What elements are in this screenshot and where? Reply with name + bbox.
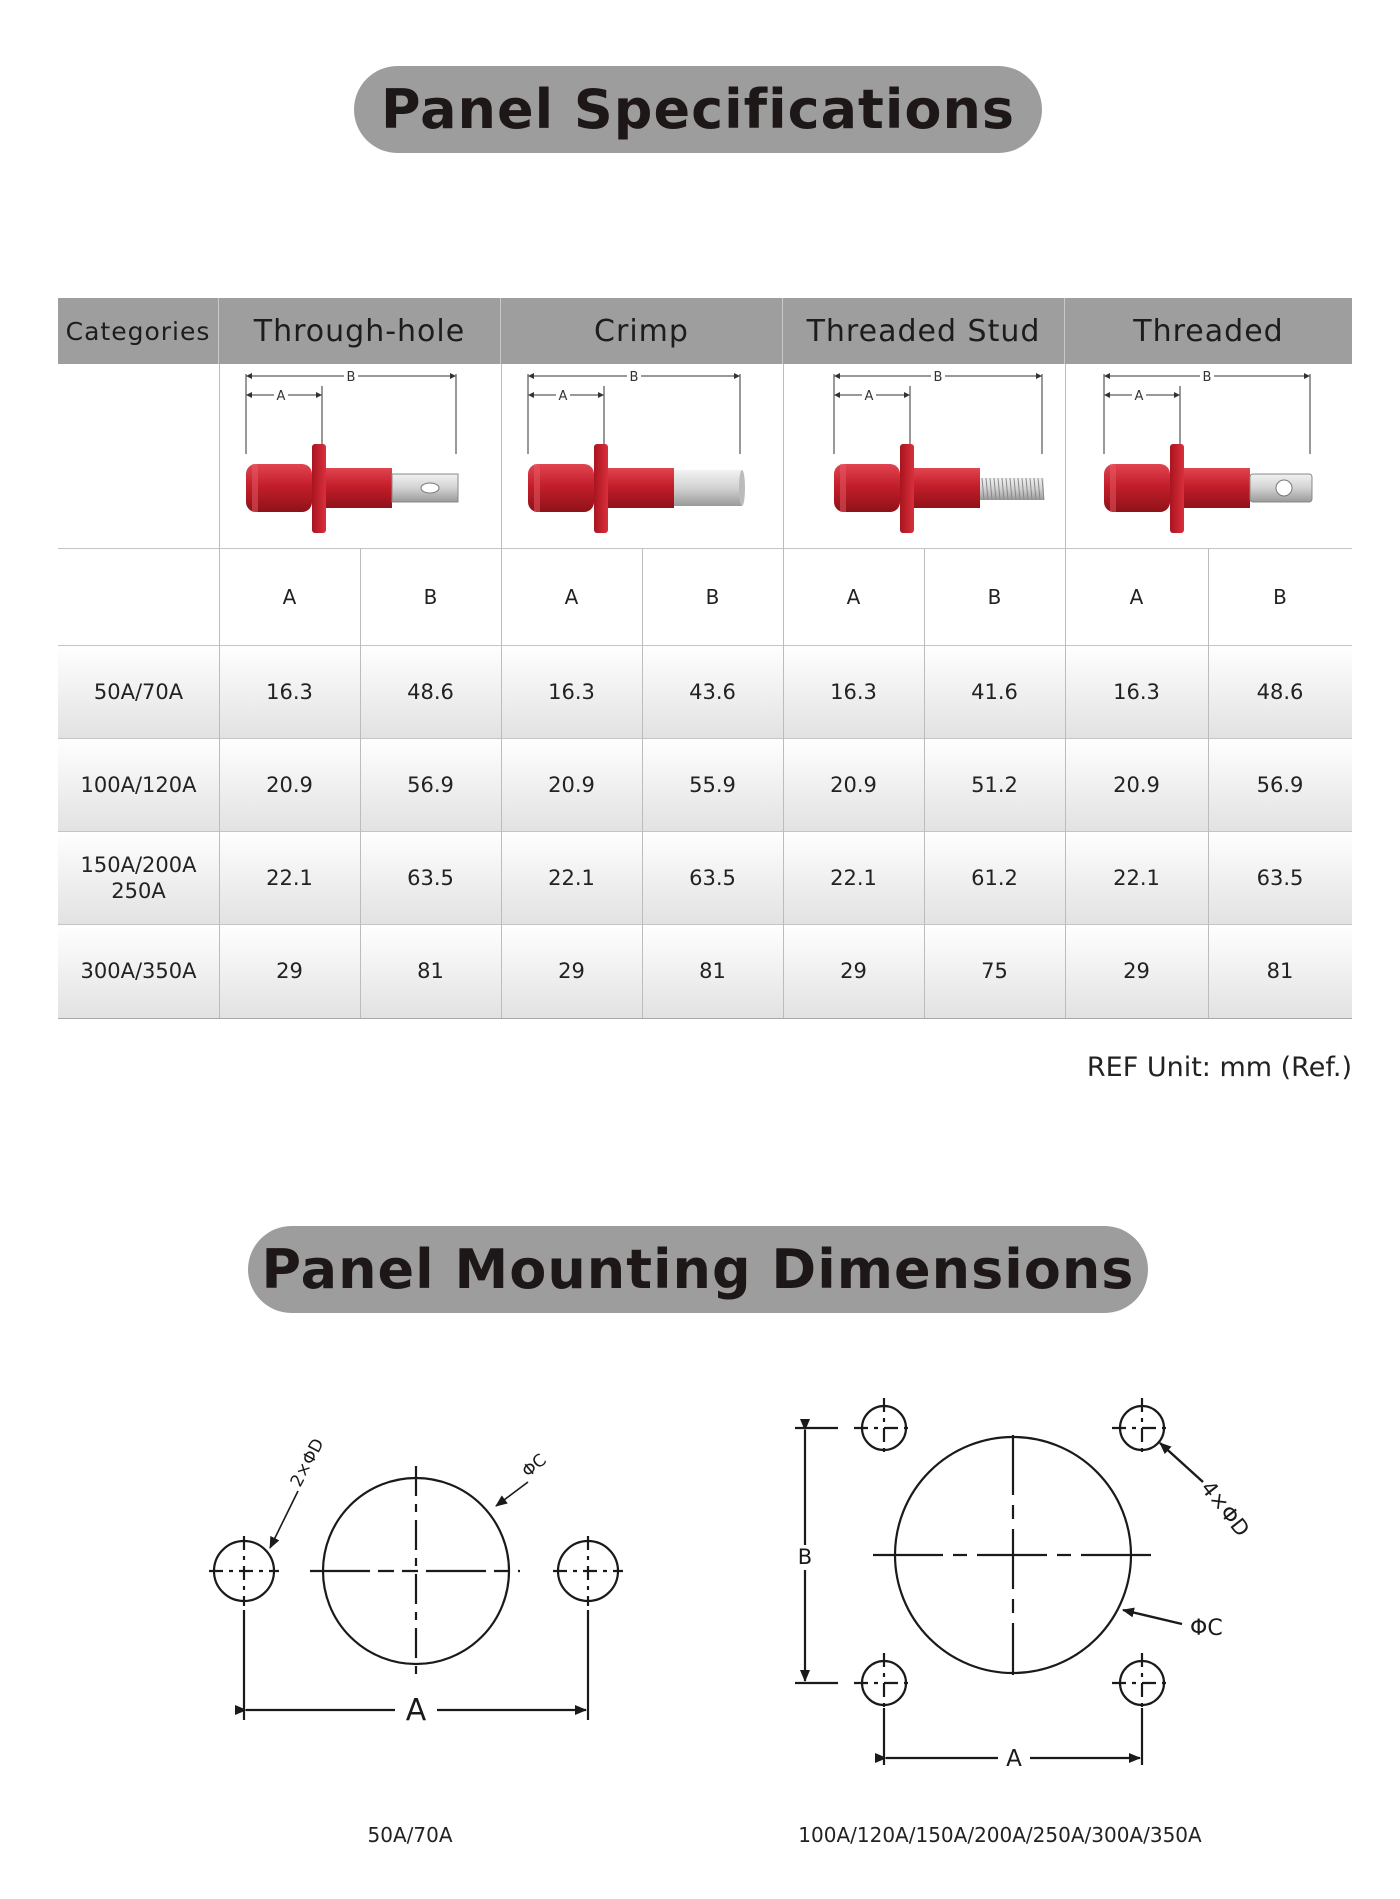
two-hole-mounting-drawing (209, 1466, 623, 1720)
dim-b-mark: B (346, 370, 356, 385)
dim-a-header: A (564, 584, 579, 609)
row-label: 100A/120A (80, 772, 197, 797)
type-header-crimp: Crimp (501, 298, 783, 364)
dim-b-header: B (987, 584, 1002, 609)
table-cell: 20.9 (1113, 772, 1160, 797)
table-cell: 16.3 (1113, 679, 1160, 704)
table-cell: 16.3 (548, 679, 595, 704)
type-header-through-hole: Through-hole (219, 298, 501, 364)
two-hole-d-label: 2×ΦD (286, 1435, 329, 1491)
dim-a-header: A (846, 584, 861, 609)
table-cell: 51.2 (971, 772, 1018, 797)
table-cell: 81 (417, 959, 444, 983)
four-hole-d-label: 4×ΦD (1196, 1476, 1255, 1542)
table-cell: 63.5 (407, 865, 454, 890)
divider (58, 1018, 1352, 1019)
table-cell: 81 (1266, 959, 1294, 983)
table-cell: 22.1 (548, 865, 595, 890)
threaded-connector-image (1104, 368, 1312, 533)
table-cell: 29 (276, 959, 303, 983)
dim-b-mark: B (933, 370, 943, 385)
table-cell: 16.3 (830, 679, 877, 704)
crimp-connector-image (528, 368, 745, 533)
type-header-threaded-stud: Threaded Stud (783, 298, 1065, 364)
type-header-threaded: Threaded (1065, 298, 1352, 364)
table-cell: 20.9 (830, 772, 877, 797)
table-cell: 63.5 (689, 865, 736, 890)
c-label-right: ΦC (1190, 1616, 1223, 1641)
dim-a-label-right: A (1006, 1746, 1022, 1772)
dim-b-header: B (705, 584, 720, 609)
table-cell: 41.6 (971, 679, 1018, 704)
table-cell: 29 (840, 959, 867, 983)
dim-a-mark: A (276, 389, 286, 404)
dim-a-header: A (282, 584, 297, 609)
mounting-title: Panel Mounting Dimensions (248, 1226, 1148, 1313)
table-cell: 22.1 (1113, 865, 1160, 890)
dim-a-mark: A (864, 389, 874, 404)
four-hole-caption: 100A/120A/150A/200A/250A/300A/350A (798, 1823, 1202, 1847)
through-hole-connector-image (246, 368, 458, 533)
connector-images-row (58, 364, 1352, 548)
table-cell: 16.3 (266, 679, 313, 704)
table-cell: 55.9 (689, 772, 736, 797)
dim-a-header: A (1129, 584, 1144, 609)
dim-b-mark: B (1202, 370, 1212, 385)
dim-b-header: B (423, 584, 438, 609)
table-cell: 75 (981, 959, 1008, 983)
categories-header: Categories (58, 298, 219, 364)
c-label-left: ΦC (518, 1450, 551, 1482)
two-hole-caption: 50A/70A (367, 1823, 453, 1847)
table-cell: 63.5 (1256, 865, 1304, 890)
table-cell: 56.9 (407, 772, 454, 797)
dim-a-label: A (405, 1693, 427, 1728)
dim-a-mark: A (558, 389, 568, 404)
dim-b-label: B (797, 1545, 813, 1569)
dim-b-mark: B (629, 370, 639, 385)
table-cell: 61.2 (971, 865, 1018, 890)
mounting-drawings (0, 1360, 1400, 1830)
row-label: 300A/350A (80, 959, 197, 983)
unit-note: REF Unit: mm (Ref.) (1086, 1052, 1352, 1083)
specifications-title: Panel Specifications (354, 66, 1042, 153)
table-cell: 22.1 (830, 865, 877, 890)
table-cell: 48.6 (1256, 679, 1304, 704)
table-cell: 48.6 (407, 679, 454, 704)
table-cell: 56.9 (1256, 772, 1304, 797)
table-cell: 20.9 (266, 772, 313, 797)
table-cell: 20.9 (548, 772, 595, 797)
row-label: 150A/200A 250A (80, 852, 197, 903)
dim-b-header: B (1273, 584, 1287, 609)
dim-a-mark: A (1134, 389, 1144, 404)
table-cell: 22.1 (266, 865, 313, 890)
four-hole-mounting-drawing (795, 1398, 1203, 1765)
table-cell: 29 (558, 959, 585, 983)
table-cell: 81 (699, 959, 726, 983)
row-label: 50A/70A (93, 679, 184, 704)
table-cell: 43.6 (689, 679, 736, 704)
threaded-stud-connector-image (834, 368, 1044, 533)
table-cell: 29 (1123, 959, 1150, 983)
